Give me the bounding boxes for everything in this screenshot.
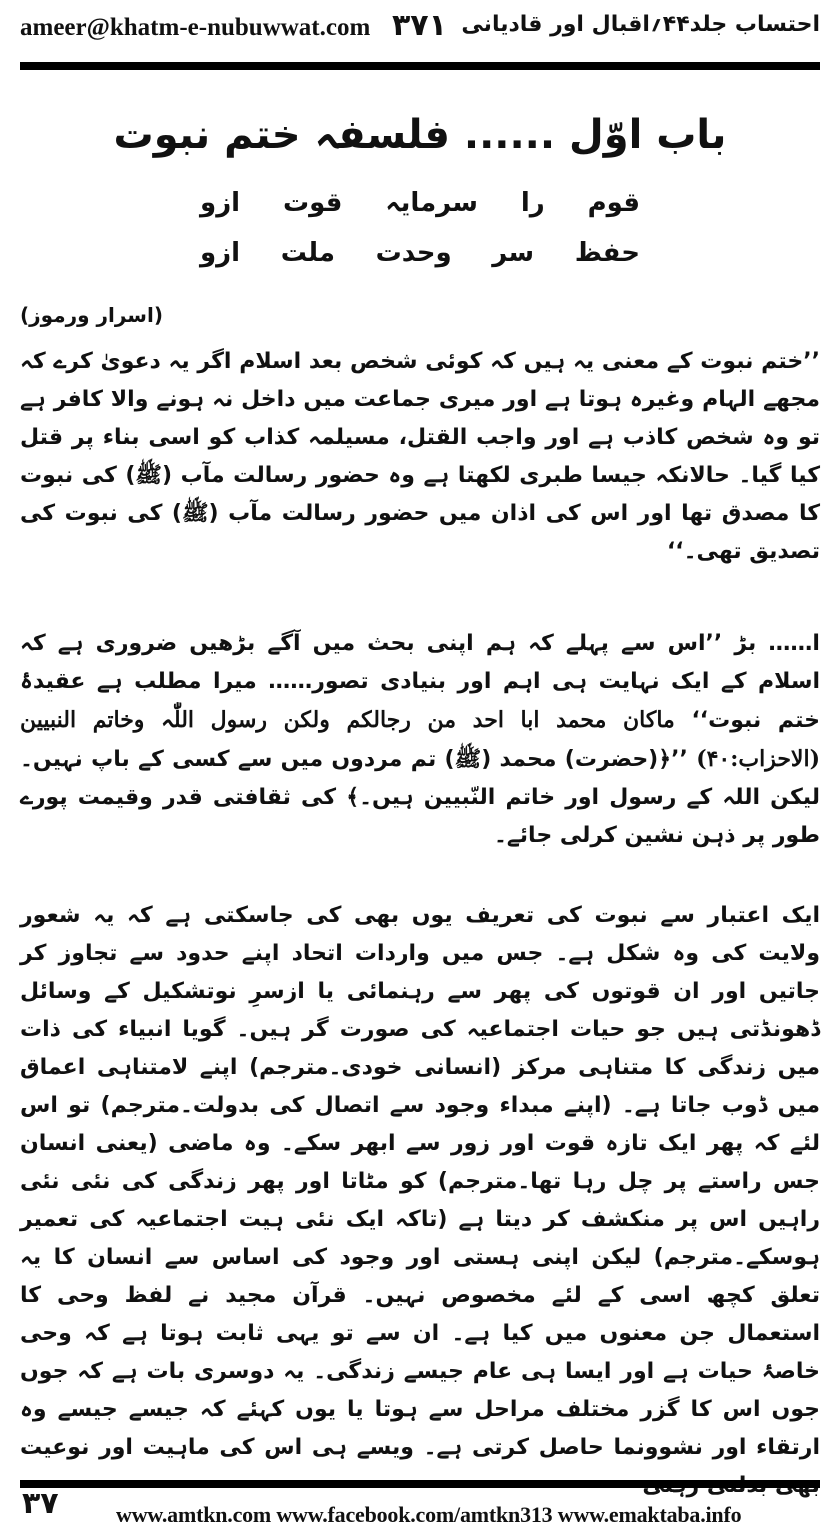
page-header	[0, 8, 840, 52]
paragraph-2	[20, 625, 820, 855]
footer-links: www.amtkn.com www.facebook.com/amtkn313 www.emaktaba.info	[116, 1502, 742, 1527]
header-page-number: ۳۷۱	[392, 8, 447, 43]
verse-word: قوت	[282, 188, 343, 218]
verse-word: حفظ	[574, 238, 640, 268]
verse-source: (اسرار ورموز)	[20, 303, 163, 327]
verse-word: قوم	[587, 188, 640, 218]
quran-verse: ماکان محمد ابا احد من رجالکم ولکن رسول اللّٰہ وخاتم النبیین (الاحزاب:۴۰)	[20, 707, 821, 772]
verse-word: سرمایہ	[385, 188, 478, 218]
header-email: ameer@khatm-e-nubuwwat.com	[20, 14, 371, 41]
verse-word: ازو	[200, 238, 241, 268]
footer-rule	[20, 1480, 820, 1488]
verse-word: را	[520, 188, 545, 218]
paragraph-2-part-a: ’’اس سے پہلے کہ ہم اپنی بحث میں آگے بڑھیں ضروری ہے کہ اسلام کے ایک نہایت ہی اہم اور بنیادی تصور…… میرا مطلب ہے عقیدۂ ختم نبوت‘‘	[20, 631, 820, 733]
verse-word: سر	[492, 238, 535, 268]
header-book-title: احتساب جلد۴۴؍اقبال اور قادیانی	[461, 12, 820, 37]
verse-line-2	[200, 238, 640, 268]
footnote-label: ا…… بڑ	[734, 631, 820, 656]
paragraph-3: ایک اعتبار سے نبوت کی تعریف یوں بھی کی جاسکتی ہے کہ یہ شعور ولایت کی وہ شکل ہے۔ جس میں واردات اتحاد اپنے حدود سے تجاوز کر جاتیں اور ان قوتوں کی پھر سے رہنمائی یا ازسرِ نوتشکیل کے وسائل ڈھونڈتی ہیں جو حیات اجتماعیہ کی صورت گر ہیں۔ گویا انبیاء کی ذات میں زندگی کا متناہی مرکز (انسانی خودی۔مترجم) اپنے لامتناہی اعماق میں ڈوب جاتا ہے۔ (اپنے مبداء وجود سے اتصال کی بدولت۔مترجم) تو اس لئے کہ پھر ایک تازہ قوت اور زور سے ابھر سکے۔ وہ ماضی (یعنی انسان جس راستے پر چل رہا تھا۔مترجم) کو مٹاتا اور پھر زندگی کی نئی نئی راہیں اس پر منکشف کر دیتا ہے (تاکہ ایک نئی ہیت اجتماعیہ کی تعمیر ہوسکے۔مترجم) لیکن اپنی ہستی اور وجود کی اساس سے انسان کا یہ تعلق کچھ اسی کے لئے مخصوص نہیں۔ قرآن مجید نے لفظ وحی کا استعمال جن معنوں میں کیا ہے۔ ان سے تو یہی ثابت ہوتا ہے کہ وحی خاصۂ حیات ہے اور ایسا ہی عام جیسے زندگی۔ یہ دوسری بات ہے کہ جوں جوں اس کا گزر مختلف مراحل سے ہوتا یا یوں کہئے کہ جیسے جیسے وہ ارتقاء اور نشوونما حاصل کرتی ہے۔ ویسے ہی اس کی ماہیت اور نوعیت	[20, 903, 820, 1460]
footer-page-number: ۳۷	[22, 1486, 59, 1521]
verse-word: وحدت	[375, 238, 452, 268]
paragraph-2-part-b: ’’﴿(حضرت) محمد (ﷺ) تم مردوں میں سے کسی کے باپ نہیں۔ لیکن اللہ کے رسول اور خاتم النّبیین ہیں۔﴾ کی ثقافتی قدر وقیمت پورے طور پر ذہن نشین کرلی جائے۔	[20, 747, 820, 848]
verse-line-1	[200, 188, 640, 218]
verse-word: ملت	[280, 238, 335, 268]
header-rule	[20, 62, 820, 70]
paragraph-1: ’’ختم نبوت کے معنی یہ ہیں کہ کوئی شخص بعد اسلام اگر یہ دعویٰ کرے کہ مجھے الہام وغیرہ ہوتا ہے اور میری جماعت میں داخل نہ ہونے والا کافر ہے تو وہ شخص کاذب ہے اور واجب القتل، مسیلمہ کذاب کو اسی بناء پر قتل کیا گیا۔ حالانکہ جیسا طبری لکھتا ہے وہ حضور رسالت مآب (ﷺ) کی نبوت کا مصدق تھا اور اس کی اذان میں حضور رسالت مآب (ﷺ) کی نبوت کی تصدیق تھی۔‘‘	[20, 349, 820, 564]
verse-word: ازو	[200, 188, 241, 218]
chapter-title: باب اوّل ...... فلسفہ ختم نبوت	[113, 112, 727, 158]
